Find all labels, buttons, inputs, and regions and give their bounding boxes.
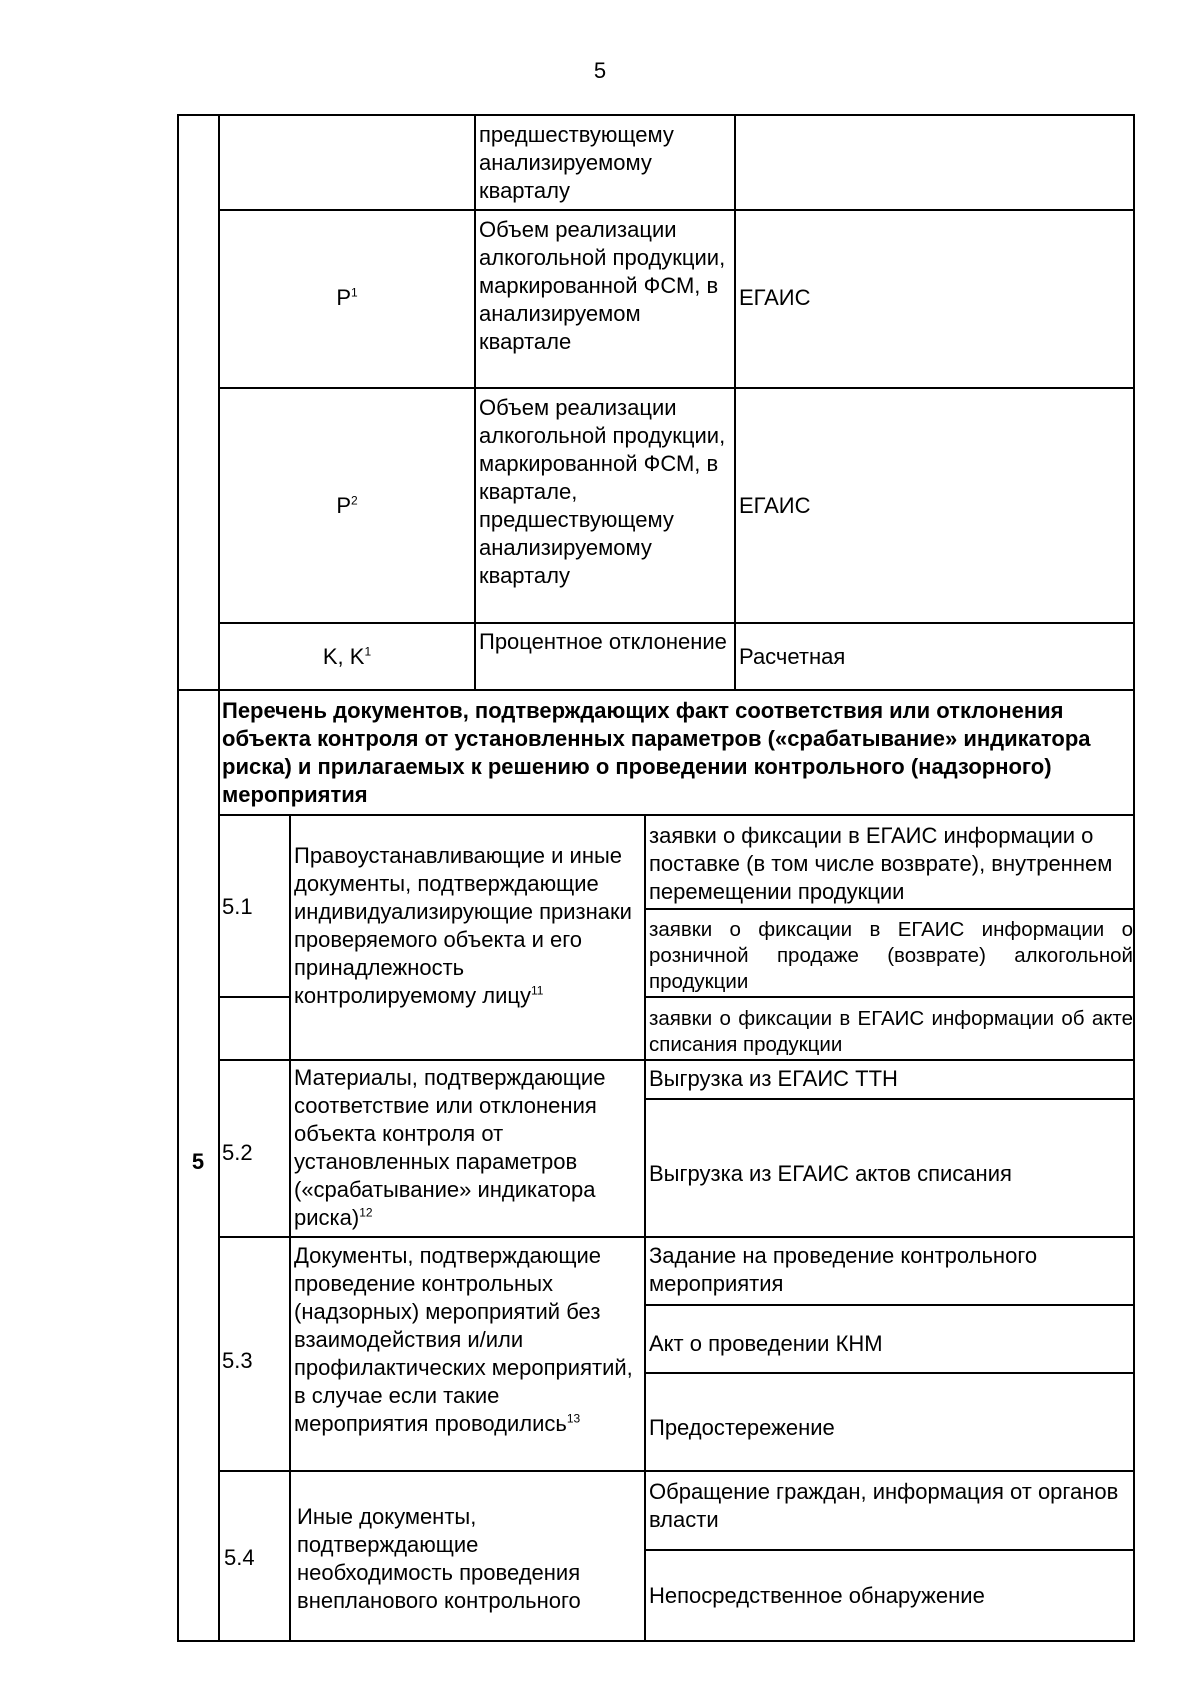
- row-3-description: Объем реализации алкогольной продукции, маркированной ФСМ, в квартале, предшествующему анализируемому кварталу: [479, 395, 726, 588]
- item-5-3-doc-3: Предостережение: [649, 1415, 835, 1440]
- item-5-4-doc-2: Непосредственное обнаружение: [649, 1583, 985, 1608]
- row-2-source: ЕГАИС: [739, 285, 811, 310]
- section-number: 5: [191, 1149, 205, 1174]
- row-4-symbol: K, $K^1$: [322, 644, 372, 669]
- item-5-2-number: 5.2: [222, 1140, 253, 1165]
- item-5-1-doc-2: заявки о фиксации в ЕГАИС информации о розничной продаже (возврате) алкогольной продукции: [649, 918, 1133, 993]
- item-5-1-number: 5.1: [222, 894, 253, 919]
- item-5-3-doc-1: Задание на проведение контрольного мероприятия: [649, 1243, 1038, 1296]
- item-5-1-doc-3: заявки о фиксации в ЕГАИС информации об акте списания продукции: [649, 1007, 1133, 1056]
- row-3-source: ЕГАИС: [739, 493, 811, 518]
- item-5-1-doc-1: заявки о фиксации в ЕГАИС информации о поставке (в том числе возврате), внутреннем перемещении продукции: [649, 823, 1113, 904]
- row-4-description: Процентное отклонение: [479, 629, 727, 654]
- item-5-4-number: 5.4: [224, 1545, 255, 1570]
- item-5-3-doc-2: Акт о проведении КНМ: [649, 1331, 883, 1356]
- row-4-source: Расчетная: [739, 644, 846, 669]
- item-5-3-text: Документы, подтверждающие проведение контрольных (надзорных) мероприятий без взаимодействия и/или профилактических мероприятий, в случае если такие мероприятия проводились$^{13}$: [294, 1243, 633, 1436]
- item-5-2-text: Материалы, подтверждающие соответствие или отклонения объекта контроля от установленных параметров («срабатывание» индикатора риска)$^{12}$: [294, 1065, 606, 1230]
- item-5-4-doc-1: Обращение граждан, информация от органов власти: [649, 1479, 1119, 1532]
- row-2-symbol: $P^1$: [336, 285, 358, 310]
- row-3-symbol: $P^2$: [336, 493, 358, 518]
- item-5-2-doc-2: Выгрузка из ЕГАИС актов списания: [649, 1161, 1012, 1186]
- page-number: 5: [593, 58, 607, 83]
- row-2-description: Объем реализации алкогольной продукции, маркированной ФСМ, в анализируемом квартале: [479, 217, 726, 354]
- item-5-3-number: 5.3: [222, 1348, 253, 1373]
- item-5-1-text: Правоустанавливающие и иные документы, подтверждающие индивидуализирующие признаки проверяемого объекта и его принадлежность контролируемому лицу$^{11}$: [294, 843, 632, 1008]
- section-title: Перечень документов, подтверждающих факт соответствия или отклонения объекта контроля от установленных параметров («срабатывание» индикатора риска) и прилагаемых к решению о проведении контрольного (надзорного) мероприятия: [222, 698, 1091, 807]
- item-5-2-doc-1: Выгрузка из ЕГАИС ТТН: [649, 1066, 898, 1091]
- row-1-description: предшествующему анализируемому кварталу: [479, 122, 674, 203]
- item-5-4-text: Иные документы, подтверждающие необходимость проведения внепланового контрольного: [297, 1504, 581, 1613]
